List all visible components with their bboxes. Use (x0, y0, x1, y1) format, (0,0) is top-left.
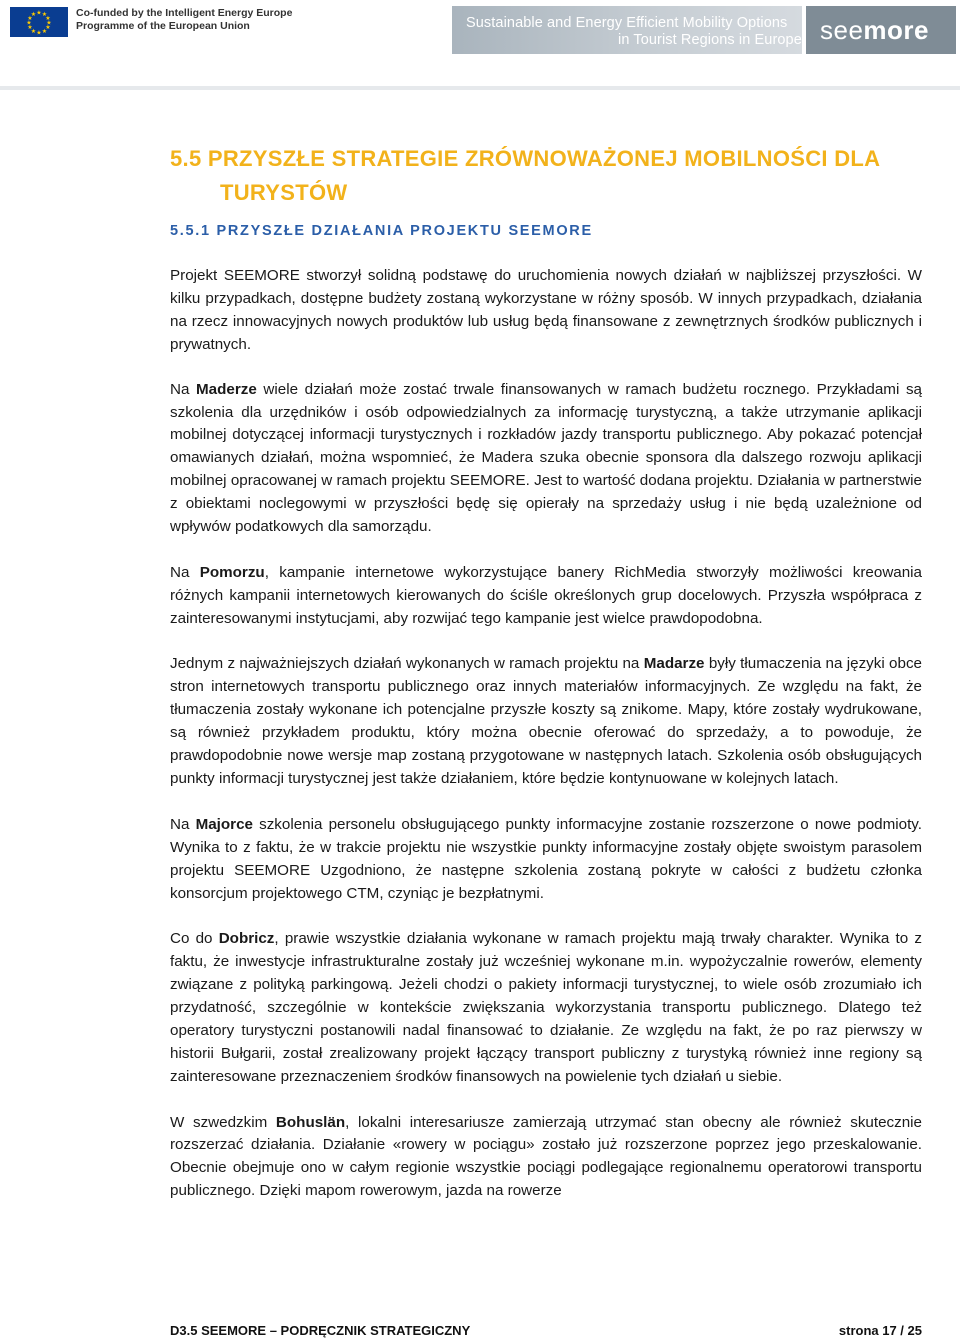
paragraph: Na Majorce szkolenia personelu obsługującego punkty informacyjne zostanie rozszerzone o nowe podmioty. Wynika to z faktu, że w trakcie projektu nie wszystkie punkty informacyjne zostały objęte swoistym parasolem projektu SEEMORE Uzgodniono, że następne szkolenia zostaną pokryte w całości z budżetu członka konsorcjum projektowego CTM, czyniąc je bezpłatnymi. (170, 815, 922, 902)
paragraph: Jednym z najważniejszych działań wykonanych w ramach projektu na Madarze były tłumaczenia na języki obce stron internetowych transportu publicznego oraz innych materiałów informacyjnych. Ze względu na fakt, że tłumaczenia zostały wykonane ich potencjalne przyszłe koszty są znikome. Mapy, które zostały wydrukowane, są również przykładem produktu, który można obecnie oferować do sprzedaży, a to powoduje, że prawdopodobnie nowe wersje map zostaną przygotowane w następnych latach. Szkolenia osób obsługujących punkty informacji turystycznej jest także działaniem, które będzie kontynuowane w kolejnych latach. (170, 655, 922, 787)
svg-text:★: ★ (27, 24, 33, 31)
project-banner (452, 6, 802, 54)
banner-text (466, 15, 802, 49)
eu-text-line2: Programme of the European Union (76, 20, 250, 32)
paragraph: W szwedzkim Bohuslän, lokalni interesariusze zamierzają utrzymać stan obecny ale również skutecznie rozszerzać działania. Działanie «rowery w pociągu» zostało już rozszerzone poprzez jego przeskalowanie. Obecnie obejmuje ono w całym regionie wszystkie pociągi podlegające regionalnemu operatorowi transportu publicznego. Dzięki mapom rowerowym, jazda na rowerze (170, 1113, 922, 1200)
svg-text:★: ★ (45, 15, 51, 22)
paragraph: Projekt SEEMORE stworzył solidną podstawę do uruchomienia nowych działań w najbliższej przyszłości. W kilku przypadkach, dostępne budżety zostaną wykorzystane w różny sposób. W innych przypadkach, działania na rzecz innowacyjnych nowych produktów lub usług będą finansowane z zewnętrznych środków publicznych i prywatnych. (170, 267, 922, 353)
paragraph: Na Pomorzu, kampanie internetowe wykorzystujące banery RichMedia stworzyły możliwości kreowania różnych kampanii internetowych kierowanych do ściśle określonych grup docelowych. Przyszła współpraca z zainteresowanymi instytucjami, aby rozwijać tego kampanie jest wielce prawdopodobna. (170, 563, 922, 627)
eu-flag-icon (10, 7, 68, 37)
banner-line2: in Tourist Regions in Europe (618, 32, 802, 48)
svg-text:★: ★ (30, 28, 37, 35)
region-name: Pomorzu (199, 563, 265, 581)
header-divider (0, 86, 960, 90)
region-name: Madarze (643, 655, 705, 673)
brand-light: see (820, 15, 864, 45)
region-name: Dobricz (218, 930, 275, 948)
seemore-logo (806, 6, 956, 54)
svg-text:★: ★ (36, 9, 42, 17)
svg-text:★: ★ (30, 11, 37, 18)
document-body (170, 265, 922, 1226)
page-number: strona 17 / 25 (838, 1323, 922, 1338)
footer-doc-label: D3.5 SEEMORE – PODRĘCZNIK STRATEGICZNY (170, 1323, 471, 1338)
svg-text:★: ★ (46, 19, 52, 27)
banner-line1: Sustainable and Energy Efficient Mobility Options (466, 15, 788, 31)
paragraph: Co do Dobricz, prawie wszystkie działania wykonane w ramach projektu mają trwały charakter. Wynika to z faktu, że inwestycje infrastrukturalne zostały już wcześniej wykonane m.in. wypożyczalnie rowerów, elementy związane z polityką parkingową. Jeżeli chodzi o pakiety informacji turystycznej, to wiele osób zrozumiało ich przydatność, szczególnie w kontekście zwiększania wykorzystania transportu publicznego. Dlatego też operatory turystyczni postanowili nadal finansować to działanie. Ze względu na fakt, że po raz pierwszy w historii Bułgarii, został zrealizowany projekt łączący transport publiczny z turystyką również inne regiony są zainteresowane przeznaczeniem środków finansowych na powielenie tych działań u siebie. (170, 930, 923, 1085)
section-title (170, 142, 930, 210)
svg-text:★: ★ (26, 19, 32, 27)
region-name: Bohuslän (275, 1113, 346, 1131)
eu-funding-text (76, 7, 292, 33)
section-title-line1: 5.5 PRZYSZŁE STRATEGIE ZRÓWNOWAŻONEJ MOBILNOŚCI DLA (170, 146, 881, 171)
region-name: Maderze (196, 380, 257, 398)
seemore-logo-text (820, 16, 929, 44)
page-footer (170, 1322, 922, 1340)
region-name: Majorce (195, 815, 253, 833)
brand-bold: more (863, 15, 929, 45)
subsection-title: 5.5.1 PRZYSZŁE DZIAŁANIA PROJEKTU SEEMORE (170, 223, 593, 239)
svg-text:★: ★ (41, 28, 48, 35)
eu-text-line1: Co-funded by the Intelligent Energy Europe (76, 7, 293, 19)
svg-text:★: ★ (45, 24, 51, 31)
page-header (0, 0, 960, 92)
section-title-line2: TURYSTÓW (220, 180, 348, 205)
svg-text:★: ★ (41, 11, 48, 18)
paragraph: Na Maderze wiele działań może zostać trwale finansowanych w ramach budżetu rocznego. Przykładami są szkolenia dla urzędników i osób odpowiedzialnych za informację turystyczną, a także utrzymanie aplikacji mobilnej dotyczącej informacji turystycznych i rozkładów jazdy transportu publicznego. Aby pokazać potencjał omawianych działań, można wspomnieć, że Madera szuka obecnie sponsora dla dalszego rozwoju aplikacji mobilnej opracowanej w ramach projektu SEEMORE. Jest to wartość dodana projektu. Działania w partnerstwie z obiektami noclegowymi w przyszłości będę się opierały na sprzedaży usług i nie będą uzależnione od wpływów podatkowych dla samorządu. (170, 380, 922, 536)
svg-text:★: ★ (27, 15, 33, 22)
svg-text:★: ★ (36, 29, 42, 37)
